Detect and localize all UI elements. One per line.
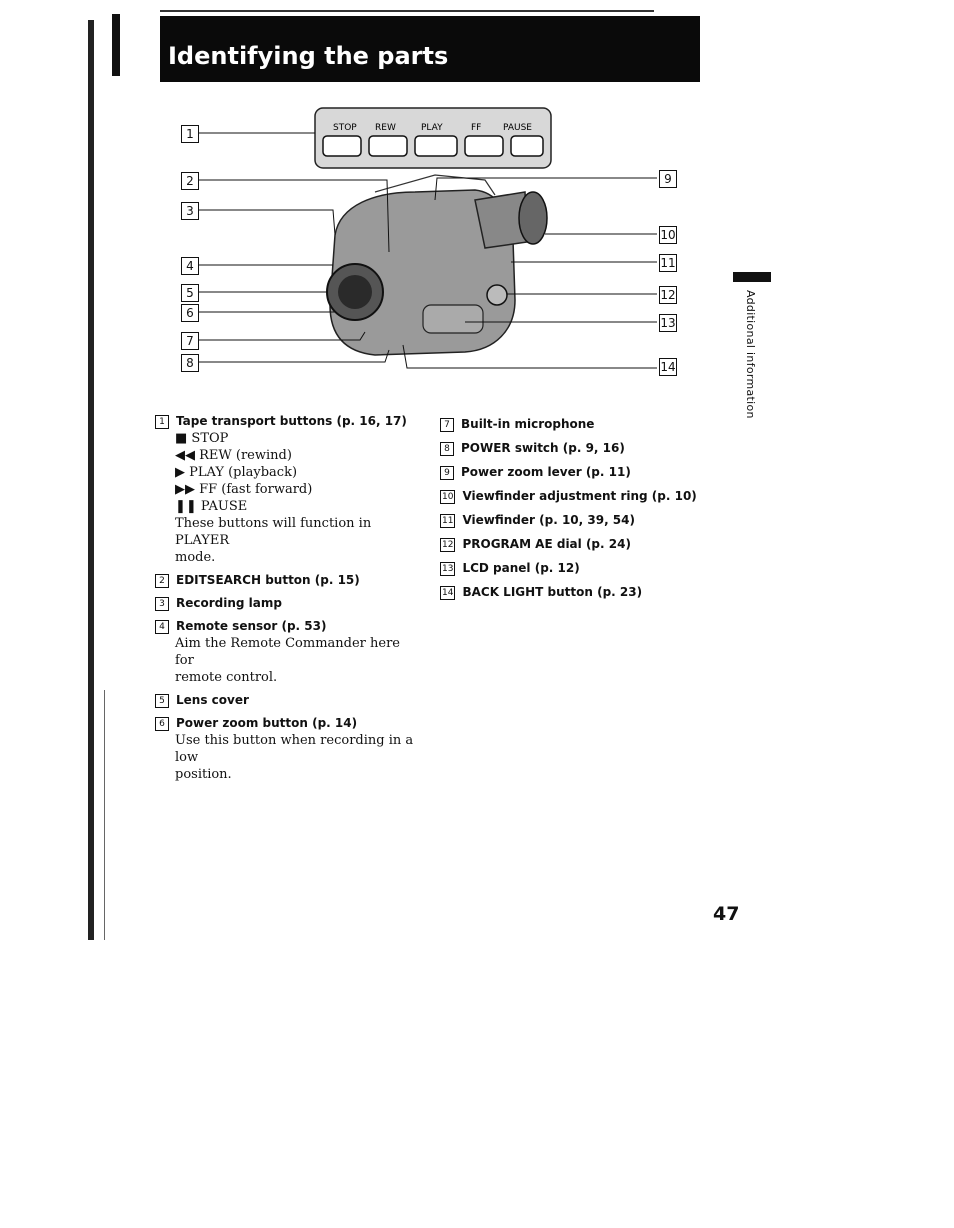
part-number: 14 [442,587,454,598]
part-number: 12 [442,539,454,550]
callout-8: 8 [181,354,199,372]
panel-label-ff: FF [471,123,482,133]
part-line: ❚❚ PAUSE [175,499,248,514]
callout-9: 9 [659,170,677,188]
part-number: 5 [155,694,169,708]
part-item-13 [440,560,720,577]
camcorder-illustration [175,100,685,385]
part-item-8 [440,440,720,457]
part-title: Recording lamp [176,596,282,610]
part-item-1 [155,413,420,566]
part-line: ▶ PLAY (playback) [175,465,298,480]
part-title: BACK LIGHT button (p. 23) [462,585,643,599]
panel-label-pause: PAUSE [503,123,532,133]
lcd-panel [423,305,483,333]
part-number: 3 [155,597,169,611]
transport-button [465,136,503,156]
callout-12: 12 [660,288,676,302]
part-line: position. [175,767,232,782]
part-number: 7 [440,418,454,432]
parts-list-left [155,413,420,789]
part-line: Aim the Remote Commander here for [175,636,400,668]
part-item-3 [155,595,420,612]
callout-7: 7 [181,332,199,350]
part-title: Power zoom button (p. 14) [176,716,358,730]
part-title: Lens cover [176,693,249,707]
part-title: Viewfinder (p. 10, 39, 54) [462,513,635,527]
part-line: ■ STOP [175,431,229,446]
lens-inner [338,275,372,309]
panel-label-play: PLAY [421,123,443,133]
part-number: 1 [155,415,169,429]
part-line: ◀◀ REW (rewind) [175,448,292,463]
camcorder-diagram [175,100,685,385]
callout-6: 6 [181,304,199,322]
part-title: Remote sensor (p. 53) [176,619,327,633]
part-number: 6 [155,717,169,731]
part-title: Viewfinder adjustment ring (p. 10) [462,489,697,503]
callout-5: 5 [181,284,199,302]
callout-13: 13 [660,316,676,330]
part-line: These buttons will function in PLAYER [175,516,372,548]
section-marker [112,14,120,76]
part-title: Power zoom lever (p. 11) [461,465,631,479]
part-title: PROGRAM AE dial (p. 24) [462,537,631,551]
part-item-12 [440,536,720,553]
part-title: Built-in microphone [461,417,595,431]
page-number: 47 [713,903,740,925]
section-label: Additional information [744,290,757,419]
callout-14: 14 [660,360,676,374]
part-item-5 [155,692,420,709]
part-line: ▶▶ FF (fast forward) [175,482,313,497]
part-item-4 [155,618,420,686]
part-number: 11 [442,515,454,526]
part-line: remote control. [175,670,278,685]
part-item-10 [440,488,720,505]
part-title: LCD panel (p. 12) [462,561,580,575]
callout-10: 10 [660,228,676,242]
callout-2: 2 [181,172,199,190]
part-item-11 [440,512,720,529]
transport-button [511,136,543,156]
transport-button [415,136,457,156]
page-title: Identifying the parts [160,16,700,82]
parts-list-right [440,416,720,608]
section-tab [733,272,771,282]
transport-button [323,136,361,156]
part-item-6 [155,715,420,783]
part-title: POWER switch (p. 9, 16) [461,441,625,455]
part-number: 2 [155,574,169,588]
callout-4: 4 [181,257,199,275]
callout-11: 11 [660,256,676,270]
transport-button [369,136,407,156]
callout-3: 3 [181,202,199,220]
part-number: 9 [440,466,454,480]
panel-label-stop: STOP [333,123,357,133]
part-item-9 [440,464,720,481]
part-number: 4 [155,620,169,634]
viewfinder-eyepiece [519,192,547,244]
part-item-7 [440,416,720,433]
callout-1: 1 [181,125,199,143]
part-line: mode. [175,550,216,565]
program-ae-dial [487,285,507,305]
panel-label-rew: REW [375,123,396,133]
top-rule [160,10,654,12]
part-number: 13 [442,563,454,574]
part-line: Use this button when recording in a low [175,733,414,765]
page-edge-line [104,690,105,940]
part-number: 8 [440,442,454,456]
part-item-14 [440,584,720,601]
part-title: EDITSEARCH button (p. 15) [176,573,360,587]
part-item-2 [155,572,420,589]
page-edge-bar [88,20,94,940]
part-number: 10 [442,491,454,502]
part-title: Tape transport buttons (p. 16, 17) [176,414,407,428]
